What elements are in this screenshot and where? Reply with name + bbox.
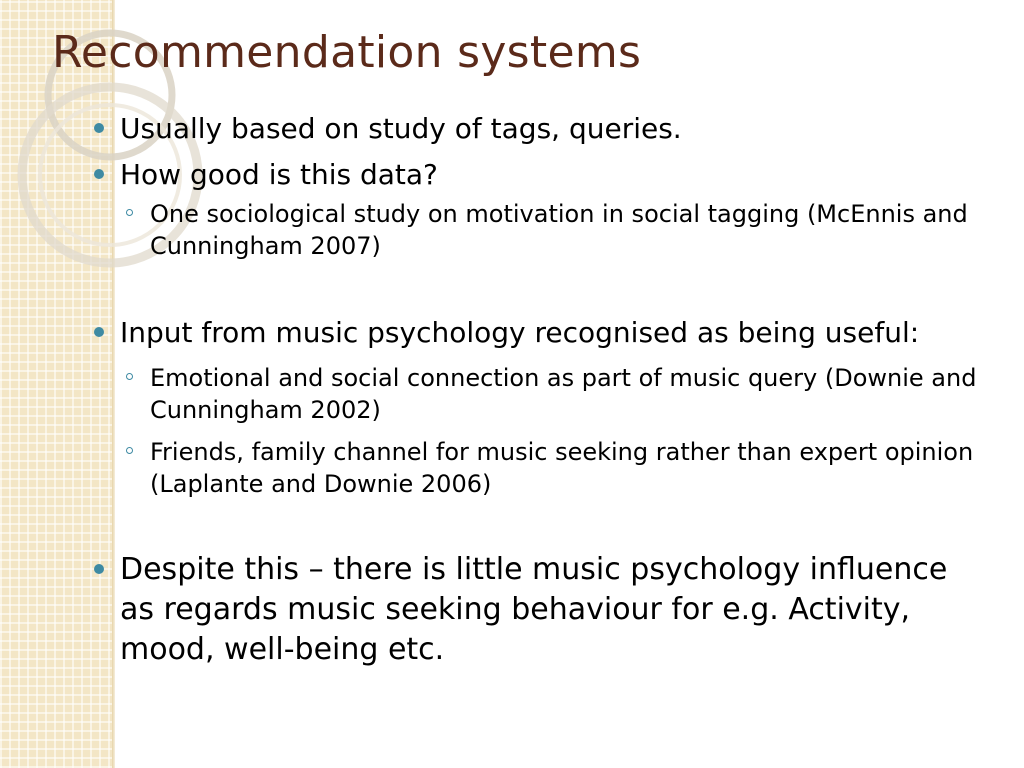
bullet-text: Input from music psychology recognised as being useful: xyxy=(120,316,920,349)
bullet-dot-icon xyxy=(94,327,104,337)
slide-title: Recommendation systems xyxy=(52,27,642,78)
slide-body xyxy=(88,110,988,670)
bullet-text: One sociological study on motivation in social tagging (McEnnis and Cunningham 2007) xyxy=(150,200,968,260)
bullet-text: Despite this – there is little music psychology influence as regards music seeking behaviour for e.g. Activity, mood, well-being etc. xyxy=(120,552,948,667)
bullet-item xyxy=(88,550,988,670)
bullet-item xyxy=(88,110,988,148)
bullet-text: How good is this data? xyxy=(120,158,438,191)
sub-bullet-circle-icon xyxy=(126,373,133,380)
bullet-dot-icon xyxy=(94,123,104,133)
bullet-item xyxy=(88,156,988,194)
bullet-text: Friends, family channel for music seeking rather than expert opinion (Laplante and Downie 2006) xyxy=(150,438,974,498)
sub-bullet-circle-icon xyxy=(126,447,133,454)
bullet-dot-icon xyxy=(94,169,104,179)
sub-bullet-circle-icon xyxy=(126,209,133,216)
bullet-dot-icon xyxy=(94,564,104,574)
sub-bullet-item xyxy=(88,198,988,262)
sub-bullet-item xyxy=(88,362,988,426)
sub-bullet-item xyxy=(88,436,988,500)
bullet-text: Usually based on study of tags, queries. xyxy=(120,112,682,145)
bullet-item xyxy=(88,314,988,352)
bullet-text: Emotional and social connection as part of music query (Downie and Cunningham 2002) xyxy=(150,364,977,424)
